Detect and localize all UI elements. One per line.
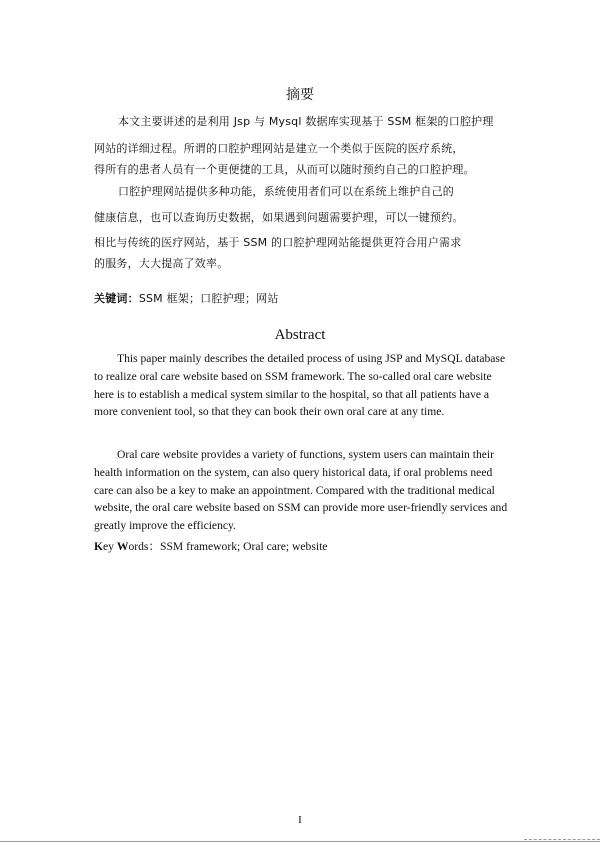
english-keywords-ey: ey: [103, 540, 117, 553]
english-keywords-k: K: [94, 540, 104, 553]
chinese-abstract-line-4: 口腔护理网站提供多种功能，系统使用者们可以在系统上维护自己的: [118, 185, 454, 198]
english-keywords-w: W: [116, 540, 129, 553]
chinese-keywords-label: 关键词：: [94, 292, 139, 305]
chinese-abstract-line-5: 健康信息，也可以查询历史数据，如果遇到问题需要护理，可以一键预约。: [94, 211, 464, 224]
chinese-abstract-line-6: 相比与传统的医疗网站，基于 SSM 的口腔护理网站能提供更符合用户需求: [94, 236, 462, 249]
english-abstract-paragraph-2: Oral care website provides a variety of functions, system users can maintain their health information on the system, can also query historical data, if oral problems need care can also be a key to make an appointment. Compared with the traditional medical website, the oral care website based on SSM can provide more user-friendly services and greatly improve the efficiency.: [94, 448, 508, 533]
chinese-abstract-line-3: 得所有的患者人员有一个更便捷的工具，从而可以随时预约自己的口腔护理。: [94, 163, 475, 176]
english-keywords-ords: ords: [128, 540, 149, 553]
chinese-keywords-value: SSM 框架；口腔护理；网站: [138, 292, 279, 305]
chinese-abstract-line-2: 网站的详细过程。所谓的口腔护理网站是建立一个类似于医院的医疗系统，: [94, 142, 464, 155]
chinese-abstract-line-1: 本文主要讲述的是利用 Jsp 与 Mysql 数据库实现基于 SSM 框架的口腔护理: [118, 115, 494, 128]
bottom-divider: [0, 841, 600, 842]
english-keywords: [94, 538, 327, 554]
english-keywords-value: ：SSM framework; Oral care; website: [148, 540, 328, 553]
chinese-abstract-line-7: 的服务，大大提高了效率。: [94, 257, 229, 270]
page-number: I: [298, 814, 302, 826]
english-abstract-title: Abstract: [274, 327, 326, 343]
chinese-keywords: [94, 290, 279, 306]
chinese-abstract-title: 摘要: [286, 87, 314, 103]
english-abstract-paragraph-1: This paper mainly describes the detailed process of using JSP and MySQL database to realize oral care website based on SSM framework. The so-called oral care website here is to establish a medical system similar to the hospital, so that all patients have a more convenient tool, so that they can book their own oral care at any time.: [94, 352, 506, 419]
bottom-dashed-divider: [524, 839, 600, 840]
